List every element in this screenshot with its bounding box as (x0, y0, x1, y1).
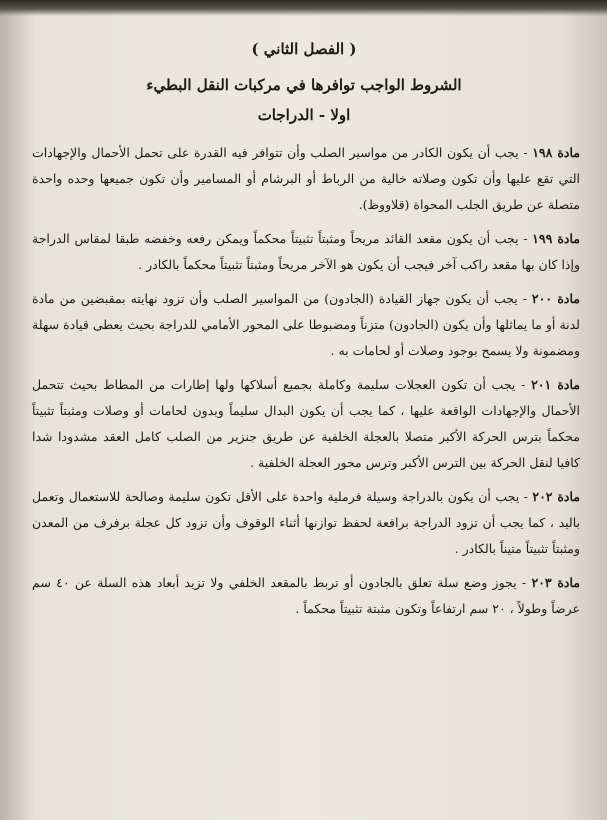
article-number: مادة ١٩٩ (532, 231, 580, 246)
article-text: - يجب أن يكون الكادر من مواسير الصلب وأن تتوافر فيه القدرة على تحمل الأحمال والإجهادات التي تقع عليها وأن تكون وصلاته خالية من الرباط أو البرشام أو المسامير وأن تكون جميعها وحده واحدة متصلة عن طريق الجلب المحواة (قلاووظ). (32, 145, 580, 212)
article-number: مادة ٢٠٣ (531, 575, 580, 590)
article-199 (32, 226, 580, 278)
article-201 (32, 372, 580, 476)
article-text: - يجب أن يكون بالدراجة وسيلة فرملية واحدة على الأقل تكون سليمة وصالحة للاستعمال وتعمل باليد ، كما يجب أن تزود الدراجة برافعة لحفظ توازنها أثناء الوقوف وأن تزود كل عجلة برفرف من المعدن ومثبتاً تثبيتاً متيناً بالكادر . (32, 489, 580, 556)
page-edge-shadow (0, 0, 607, 16)
article-text: - يجوز وضع سلة تعلق بالجادون أو تربط بالمقعد الخلفي ولا تزيد أبعاد هذه السلة عن ٤٠ سم عرضاً وطولاً ، ٢٠ سم ارتفاعاً وتكون مثبتة تثبيتاً محكماً . (32, 575, 580, 616)
article-203 (32, 570, 580, 622)
article-198 (32, 140, 580, 218)
chapter-heading: ( الفصل الثاني ) (251, 40, 357, 58)
article-text: - يجب أن يكون جهاز القيادة (الجادون) من المواسير الصلب وأن تزود نهايته بمقبضين من مادة لدنة أو ما يماثلها وأن يكون (الجادون) متزناً ومضبوطا على المحور الأمامي للدراجة بحيث يعطى قيادة سهلة ومضمونة ولا يسمح بوجود وصلات أو لحامات به . (32, 291, 580, 358)
article-text: - يجب أن يكون مقعد القائد مريحاً ومثبتاً تثبيتاً محكماً ويمكن رفعه وخفضه طبقا لمقاس الدراجة وإذا كان بها مقعد راكب آخر فيجب أن يكون هو الآخر مريحاً ومثبتاً تثبيتاً محكماً بالكادر . (32, 231, 580, 272)
article-number: مادة ٢٠١ (531, 377, 580, 392)
section-title: الشروط الواجب توافرها في مركبات النقل البطيء (146, 76, 462, 94)
article-200 (32, 286, 580, 364)
article-202 (32, 484, 580, 562)
document-page (18, 18, 590, 808)
article-number: مادة ٢٠٠ (531, 291, 580, 306)
subsection-heading: اولا - الدراجات (257, 106, 351, 124)
article-number: مادة ٢٠٢ (532, 489, 581, 504)
article-number: مادة ١٩٨ (532, 145, 580, 160)
article-text: - يجب أن تكون العجلات سليمة وكاملة بجميع أسلاكها ولها إطارات من المطاط بحيث تتحمل الأحمال والإجهادات الواقعة عليها ، كما يجب أن يكون البدال سليماً وبدون لحامات أو وصلات ومثبتاً تثبيتاً محكماً بترس الحركة الأكبر متصلا بالعجلة الخلفية عن طريق جنزير من الصلب كامل العقد مشدودا شدا كافيا لنقل الحركة بين الترس الأكبر وترس محور العجلة الخلفية . (32, 377, 580, 470)
